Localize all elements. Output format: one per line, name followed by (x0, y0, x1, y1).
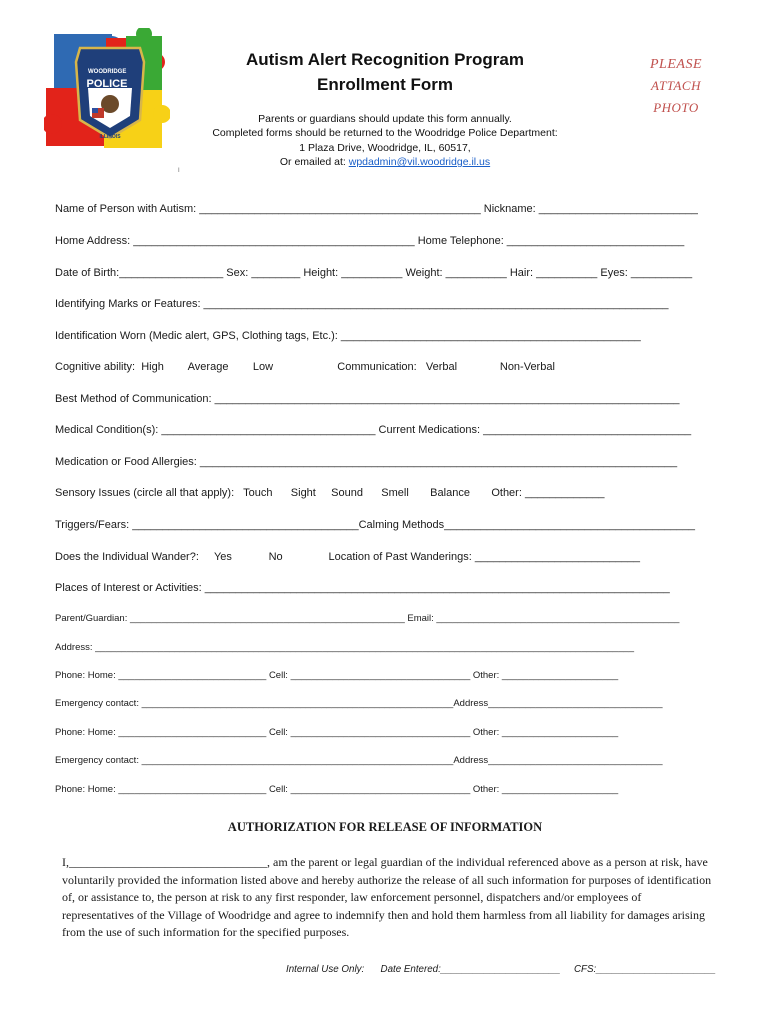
field-date-of-birth[interactable]: Date of Birth:_________________ Sex: ________ Height: __________ Weight: __________ Hair: __________ Eyes: __________ (55, 267, 693, 279)
field-identifying-marks[interactable]: Identifying Marks or Features: ____________________________________________________________________________ (55, 298, 669, 310)
internal-use-line: Internal Use Only: Date Entered:______________________ CFS:______________________ (286, 964, 716, 975)
field-parent-guardian[interactable]: Parent/Guardian: ____________________________________________________ Email: ______________________________________________ (55, 613, 680, 624)
field-emergency-contact-1[interactable]: Emergency contact: ___________________________________________________________Address_________________________________ (55, 698, 663, 709)
logo-text-bottom: ILLINOIS (99, 134, 121, 140)
field-identification-worn[interactable]: Identification Worn (Medic alert, GPS, Clothing tags, Etc.): _________________________________________________ (55, 330, 641, 342)
logo-text-mid: POLICE (86, 78, 128, 90)
tiny-mark: I (178, 168, 180, 174)
field-places-of-interest[interactable]: Places of Interest or Activities: ____________________________________________________________________________ (55, 582, 670, 594)
email-prefix: Or emailed at: (279, 156, 349, 168)
field-phone-1[interactable]: Phone: Home: ____________________________ Cell: __________________________________ Other: ______________________ (55, 670, 619, 681)
photo-placeholder-line1: PLEASE (650, 57, 702, 72)
field-triggers[interactable]: Triggers/Fears: _____________________________________Calming Methods_________________________________________ (55, 519, 695, 531)
logo-text-top: WOODRIDGE (88, 69, 127, 75)
field-phone-3[interactable]: Phone: Home: ____________________________ Cell: __________________________________ Other: ______________________ (55, 784, 619, 795)
authorization-heading: AUTHORIZATION FOR RELEASE OF INFORMATION (227, 820, 543, 834)
photo-placeholder-line3: PHOTO (653, 100, 699, 115)
field-name[interactable]: Name of Person with Autism: ______________________________________________ Nickname: __________________________ (55, 203, 698, 215)
instructions-email-line (0, 156, 770, 170)
authorization-body: I,_________________________________, am the parent or legal guardian of the individual referenced above as a person at risk, have voluntarily provided the information listed above and hereby authorize the release of all such information for purposes of identification of, or assistance to, the person at risk to any first responder, law enforcement personnel, dispatchers and/or employees of representatives of the Village of Woodridge and agree to indemnify then and hold them harmless from all liability for damages arising from the use of such information for the specified purposes. (62, 855, 712, 939)
photo-placeholder-line2: ATTACH (651, 78, 701, 93)
instructions-line1: Parents or guardians should update this form annually. (258, 113, 512, 125)
field-sensory-issues[interactable]: Sensory Issues (circle all that apply): Touch Sight Sound Smell Balance Other: _____________ (55, 487, 605, 499)
instructions-line3: 1 Plaza Drive, Woodridge, IL, 60517, (299, 142, 471, 154)
field-allergies[interactable]: Medication or Food Allergies: ______________________________________________________________________________ (55, 456, 678, 468)
form-title-line1: Autism Alert Recognition Program (245, 50, 524, 69)
field-best-communication[interactable]: Best Method of Communication: ____________________________________________________________________________ (55, 393, 680, 405)
field-address[interactable]: Address: ______________________________________________________________________________________________________ (55, 642, 635, 653)
field-phone-2[interactable]: Phone: Home: ____________________________ Cell: __________________________________ Other: ______________________ (55, 727, 619, 738)
field-medical-condition[interactable]: Medical Condition(s): ___________________________________ Current Medications: __________________________________ (55, 424, 692, 436)
instructions-line2: Completed forms should be returned to the Woodridge Police Department: (212, 127, 558, 139)
field-wander[interactable]: Does the Individual Wander?: Yes No Location of Past Wanderings: ___________________________ (55, 551, 641, 563)
field-home-address[interactable]: Home Address: ______________________________________________ Home Telephone: _____________________________ (55, 235, 685, 247)
email-link[interactable]: wpdadmin@vil.woodridge.il.us (348, 156, 491, 168)
form-title-line2: Enrollment Form (316, 75, 453, 94)
field-emergency-contact-2[interactable]: Emergency contact: ___________________________________________________________Address_________________________________ (55, 755, 663, 766)
field-cognitive-ability[interactable]: Cognitive ability: High Average Low Communication: Verbal Non-Verbal (55, 361, 555, 373)
